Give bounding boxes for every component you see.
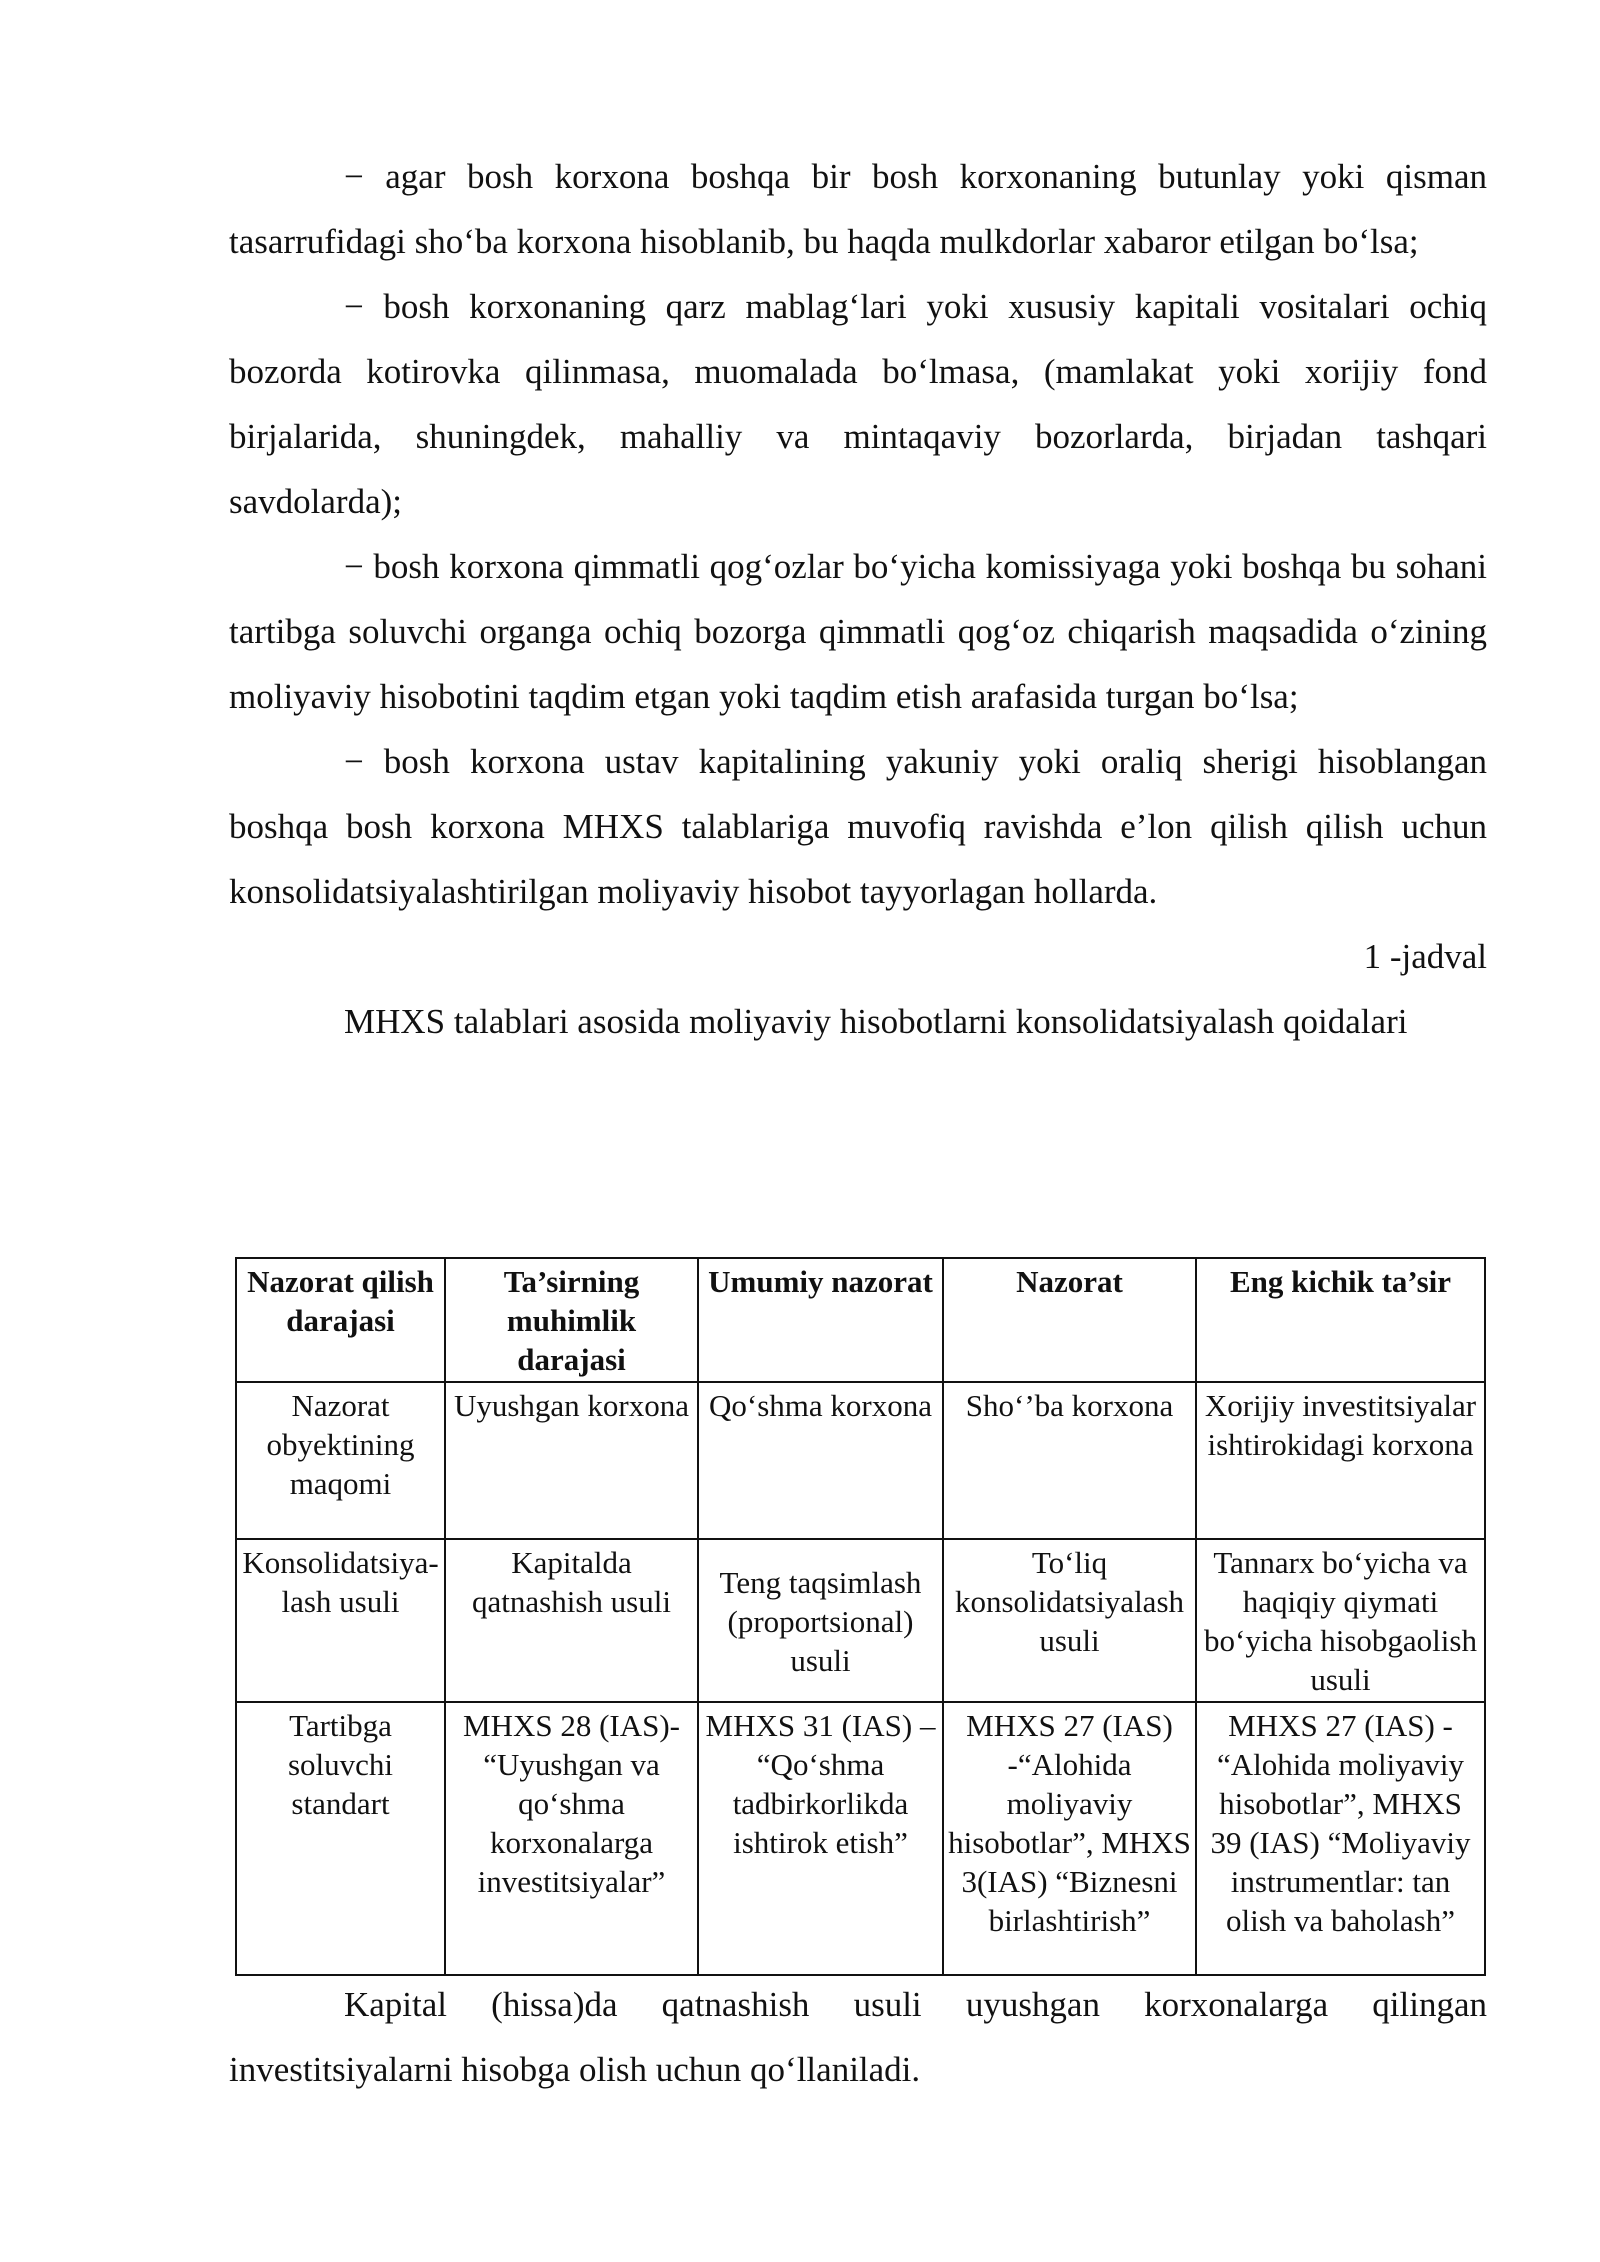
table-cell: Nazorat obyektining maqomi <box>236 1382 445 1539</box>
header-cell: Nazorat <box>943 1258 1196 1382</box>
table-row <box>236 1382 1485 1539</box>
body-text <box>229 144 1487 1054</box>
paragraph-2: − bosh korxonaning qarz mablag‘lari yoki xususiy kapitali vositalari ochiq bozorda kotirovka qilinmasa, muomalada bo‘lmasa, (mamlakat yoki xorijiy fond birjalarida, shuningdek, mahalliy va mintaqaviy bozorlarda, birjadan tashqari savdolarda); <box>229 287 1487 521</box>
table-cell: Tartibga soluvchi standart <box>236 1702 445 1975</box>
table-header-row <box>236 1258 1485 1382</box>
table-label: 1 -jadval <box>1363 937 1487 976</box>
header-cell: Eng kichik ta’sir <box>1196 1258 1485 1382</box>
table-cell: MHXS 31 (IAS) – “Qo‘shma tadbirkorlikda ishtirok etish” <box>698 1702 943 1975</box>
table-cell: MHXS 28 (IAS)- “Uyushgan va qo‘shma korxonalarga investitsiyalar” <box>445 1702 698 1975</box>
table-title: MHXS talablari asosida moliyaviy hisobotlarni konsolidatsiyalash qoidalari <box>344 1002 1408 1041</box>
paragraph-3: − bosh korxona qimmatli qog‘ozlar bo‘yicha komissiyaga yoki boshqa bu sohani tartibga soluvchi organga ochiq bozorga qimmatli qog‘oz chiqarish maqsadida o‘zining moliyaviy hisobotini taqdim etgan yoki taqdim etish arafasida turgan bo‘lsa; <box>229 547 1487 716</box>
closing-paragraph: Kapital (hissa)da qatnashish usuli uyushgan korxonalarga qilingan investitsiyalarni hisobga olish uchun qo‘llaniladi. <box>229 1985 1487 2089</box>
table-cell: Tannarx bo‘yicha va haqiqiy qiymati bo‘yicha hisobgaolish usuli <box>1196 1539 1485 1702</box>
table-cell: Uyushgan korxona <box>445 1382 698 1539</box>
rules-table-wrapper <box>235 1257 1484 1976</box>
table-cell: MHXS 27 (IAS) - “Alohida moliyaviy hisobotlar”, MHXS 39 (IAS) “Moliyaviy instrumentlar: tan olish va baholash” <box>1196 1702 1485 1975</box>
header-cell: Umumiy nazorat <box>698 1258 943 1382</box>
table-row <box>236 1539 1485 1702</box>
rules-table <box>235 1257 1486 1976</box>
table-cell: Konsolidatsiya-lash usuli <box>236 1539 445 1702</box>
table-cell: Qo‘shma korxona <box>698 1382 943 1539</box>
paragraph-4: − bosh korxona ustav kapitalining yakuniy yoki oraliq sherigi hisoblangan boshqa bosh korxona MHXS talablariga muvofiq ravishda e’lon qilish qilish uchun konsolidatsiyalashtirilgan moliyaviy hisobot tayyorlagan hollarda. <box>229 742 1487 911</box>
table-row <box>236 1702 1485 1975</box>
table-cell: To‘liq konsolidatsiyalash usuli <box>943 1539 1196 1702</box>
table-cell: Teng taqsimlash (proportsional) usuli <box>698 1539 943 1702</box>
header-cell: Nazorat qilish darajasi <box>236 1258 445 1382</box>
header-cell: Ta’sirning muhimlik darajasi <box>445 1258 698 1382</box>
paragraph-1: − agar bosh korxona boshqa bir bosh korxonaning butunlay yoki qisman tasarrufidagi sho‘ba korxona hisoblanib, bu haqda mulkdorlar xabaror etilgan bo‘lsa; <box>229 157 1487 261</box>
table-cell: Sho‘’ba korxona <box>943 1382 1196 1539</box>
table-cell: MHXS 27 (IAS) -“Alohida moliyaviy hisobotlar”, MHXS 3(IAS) “Biznesni birlashtirish” <box>943 1702 1196 1975</box>
table-cell: Xorijiy investitsiyalar ishtirokidagi korxona <box>1196 1382 1485 1539</box>
closing-text <box>229 1972 1487 2102</box>
table-cell: Kapitalda qatnashish usuli <box>445 1539 698 1702</box>
